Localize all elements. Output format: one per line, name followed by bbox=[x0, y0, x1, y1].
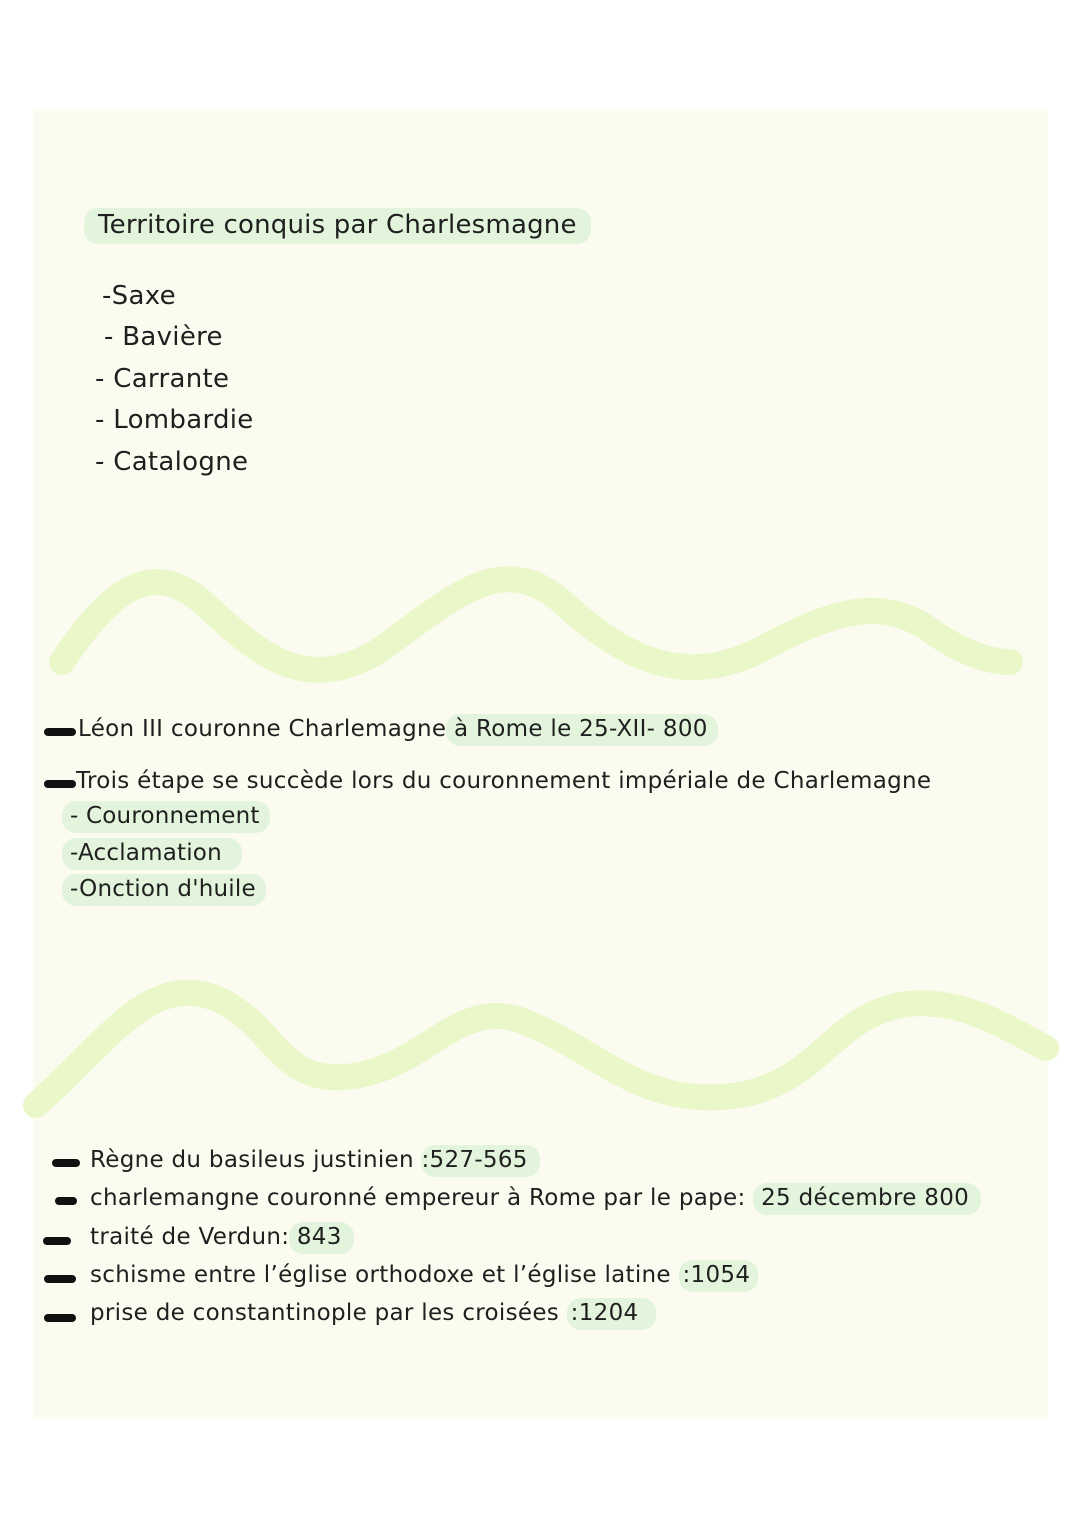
bullet-mark bbox=[44, 728, 76, 736]
bullet-mark bbox=[44, 1314, 76, 1322]
timeline-item bbox=[90, 1185, 981, 1211]
territory-item: - Bavière bbox=[104, 322, 223, 352]
timeline-event: prise de constantinople par les croisées bbox=[90, 1300, 567, 1326]
coronation-line-text: Léon III couronne Charlemagne bbox=[78, 716, 447, 742]
coronation-step: - Couronnement bbox=[62, 801, 270, 833]
timeline-date: :1204 bbox=[567, 1298, 657, 1330]
coronation-steps-intro: Trois étape se succède lors du couronnement impériale de Charlemagne bbox=[76, 768, 932, 794]
bullet-mark bbox=[43, 1237, 71, 1245]
timeline-item bbox=[90, 1300, 656, 1326]
wave-divider-1 bbox=[62, 579, 1010, 670]
wave-divider-2 bbox=[36, 993, 1046, 1105]
territory-item: - Lombardie bbox=[95, 405, 254, 435]
timeline-event: schisme entre l’église orthodoxe et l’église latine bbox=[90, 1262, 679, 1288]
timeline-date: :1054 bbox=[679, 1260, 759, 1292]
coronation-step: -Onction d'huile bbox=[62, 874, 266, 906]
timeline-item bbox=[90, 1262, 758, 1288]
timeline-item bbox=[90, 1224, 354, 1250]
bullet-mark bbox=[44, 1275, 76, 1283]
timeline-date: 25 décembre 800 bbox=[753, 1183, 981, 1215]
timeline-event: traité de Verdun: bbox=[90, 1224, 290, 1250]
coronation-line bbox=[78, 716, 718, 742]
timeline-date: :527-565 bbox=[421, 1145, 539, 1177]
timeline-date: 843 bbox=[289, 1222, 353, 1254]
coronation-step: -Acclamation bbox=[62, 838, 242, 870]
bullet-mark bbox=[55, 1197, 77, 1205]
timeline-event: Règne du basileus justinien bbox=[90, 1147, 422, 1173]
territory-item: - Carrante bbox=[95, 364, 230, 394]
section-title: Territoire conquis par Charlesmagne bbox=[84, 208, 591, 244]
bullet-mark bbox=[44, 780, 76, 788]
bullet-mark bbox=[52, 1159, 80, 1167]
territory-item: -Saxe bbox=[102, 281, 176, 311]
timeline-event: charlemangne couronné empereur à Rome par le pape: bbox=[90, 1185, 754, 1211]
coronation-line-date: à Rome le 25-XII- 800 bbox=[446, 714, 717, 746]
territory-item: - Catalogne bbox=[95, 447, 249, 477]
timeline-item bbox=[90, 1147, 540, 1173]
